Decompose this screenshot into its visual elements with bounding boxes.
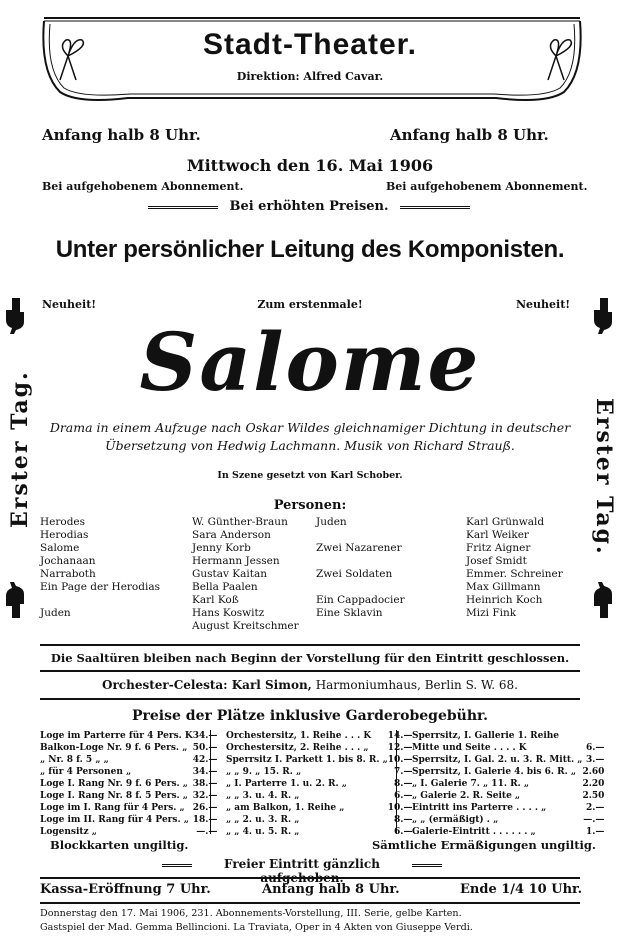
divider bbox=[210, 730, 211, 834]
price-label: Orchestersitz, 1. Reihe . . . K bbox=[226, 731, 372, 741]
price-row bbox=[412, 778, 604, 790]
actor-name: Fritz Aigner bbox=[466, 542, 531, 554]
price-value: 6.— bbox=[585, 743, 605, 753]
actor-name: Emmer. Schreiner bbox=[466, 568, 563, 580]
price-row bbox=[226, 814, 412, 826]
price-value: 2.60 bbox=[582, 767, 605, 777]
doors-notice: Die Saaltüren bleiben nach Beginn der Vorstellung für den Eintritt geschlossen. bbox=[50, 651, 570, 665]
start-time-left: Anfang halb 8 Uhr. bbox=[42, 126, 201, 144]
price-label: „ „ 9. „ 15. R. „ bbox=[226, 767, 302, 777]
actor-name: Mizi Fink bbox=[466, 607, 517, 619]
cast-row bbox=[316, 555, 580, 568]
price-value: 3.— bbox=[585, 755, 605, 765]
price-row bbox=[40, 730, 217, 742]
actor-name: Heinrich Koch bbox=[466, 594, 543, 606]
price-label: Orchestersitz, 2. Reihe . . . „ bbox=[226, 743, 369, 753]
price-row bbox=[40, 766, 217, 778]
opera-title: Salome bbox=[139, 315, 481, 409]
price-value: 34.— bbox=[192, 767, 218, 777]
price-row bbox=[40, 826, 217, 838]
divider bbox=[40, 877, 580, 879]
price-value: 6.— bbox=[394, 791, 413, 801]
price-label: Galerie-Eintritt . . . . . . „ bbox=[412, 827, 536, 837]
actor-name: Jenny Korb bbox=[192, 542, 251, 554]
celesta-label: Orchester-Celesta: Karl Simon, bbox=[102, 678, 312, 692]
role-name: Juden bbox=[40, 607, 71, 619]
conductor-line: Unter persönlicher Leitung des Komponisten. bbox=[55, 236, 565, 263]
divider bbox=[396, 730, 397, 834]
price-row bbox=[412, 754, 604, 766]
role-name: Herodias bbox=[40, 529, 89, 541]
divider bbox=[148, 206, 218, 209]
novelty-left: Neuheit! bbox=[42, 298, 97, 311]
actor-name: Hermann Jessen bbox=[192, 555, 280, 567]
novelty-right: Neuheit! bbox=[516, 298, 571, 311]
price-label: Loge im Parterre für 4 Pers. K bbox=[40, 731, 193, 741]
price-label: „ für 4 Personen „ bbox=[40, 767, 132, 777]
price-value: 42.— bbox=[192, 755, 218, 765]
price-row bbox=[226, 778, 412, 790]
price-row bbox=[412, 814, 604, 826]
role-name: Narraboth bbox=[40, 568, 96, 580]
role-name: Jochanaan bbox=[40, 555, 96, 567]
prices-column-1 bbox=[40, 730, 218, 838]
cast-row bbox=[40, 594, 308, 607]
price-row bbox=[226, 730, 412, 742]
divider bbox=[40, 902, 580, 904]
role-name: Ein Cappadocier bbox=[316, 594, 405, 606]
cast-row bbox=[40, 620, 308, 633]
price-row bbox=[412, 742, 604, 754]
actor-name: Hans Koswitz bbox=[192, 607, 265, 619]
next-performance-line-2: Gastspiel der Mad. Gemma Bellincioni. La Traviata, Oper in 4 Akten von Giuseppe Verdi. bbox=[40, 922, 473, 933]
divider bbox=[40, 644, 580, 646]
actor-name: Karl Weiker bbox=[466, 529, 529, 541]
price-label: Loge I. Rang Nr. 9 f. 6 Pers. „ bbox=[40, 779, 188, 789]
cast-row bbox=[316, 568, 580, 581]
cast-row bbox=[40, 542, 308, 555]
staging-credit: In Szene gesetzt von Karl Schober. bbox=[217, 470, 403, 481]
spacer bbox=[316, 555, 466, 568]
spacer bbox=[40, 594, 192, 607]
pointing-hand-icon bbox=[594, 582, 614, 618]
price-row bbox=[40, 754, 217, 766]
description-line-1: Drama in einem Aufzuge nach Oskar Wildes gleichnamiger Dichtung in deutscher bbox=[49, 420, 571, 435]
description-line-2: Übersetzung von Hedwig Lachmann. Musik von Richard Strauß. bbox=[105, 438, 515, 453]
actor-name: Gustav Kaitan bbox=[192, 568, 267, 580]
divider bbox=[412, 864, 442, 867]
price-row bbox=[226, 754, 412, 766]
price-row bbox=[226, 826, 412, 838]
first-time: Zum erstenmale! bbox=[257, 298, 363, 311]
actor-name: Karl Koß bbox=[192, 594, 239, 606]
price-value: 10.— bbox=[387, 803, 413, 813]
actor-name: Karl Grünwald bbox=[466, 516, 545, 528]
next-performance-line-1: Donnerstag den 17. Mai 1906, 231. Abonnements-Vorstellung, III. Serie, gelbe Karten. bbox=[40, 908, 462, 919]
cast-row bbox=[40, 516, 308, 529]
discounts-note: Sämtliche Ermäßigungen ungiltig. bbox=[372, 838, 596, 852]
side-text-right: Erster Tag. bbox=[591, 398, 617, 556]
performance-date: Mittwoch den 16. Mai 1906 bbox=[186, 156, 434, 175]
price-row bbox=[40, 790, 217, 802]
subscription-left: Bei aufgehobenem Abonnement. bbox=[42, 180, 244, 193]
spacer bbox=[316, 581, 466, 594]
direction-line: Direktion: Alfred Cavar. bbox=[236, 70, 384, 83]
price-value: —.— bbox=[196, 827, 218, 837]
cast-row bbox=[316, 607, 580, 620]
price-label: „ „ 2. u. 3. R. „ bbox=[226, 815, 300, 825]
price-label: Balkon-Loge Nr. 9 f. 6 Pers. „ bbox=[40, 743, 188, 753]
price-row bbox=[226, 766, 412, 778]
price-row bbox=[40, 814, 217, 826]
divider bbox=[40, 698, 580, 700]
price-label: „ „ (ermäßigt) . „ bbox=[412, 815, 499, 825]
end-time: Ende 1/4 10 Uhr. bbox=[460, 882, 583, 897]
price-label: Eintritt ins Parterre . . . . „ bbox=[412, 803, 547, 813]
role-name: Herodes bbox=[40, 516, 86, 528]
free-entry-note: Freier Eintritt gänzlich aufgehoben. bbox=[224, 857, 380, 885]
cast-row bbox=[40, 555, 308, 568]
cast-row bbox=[40, 607, 308, 620]
start-time-right: Anfang halb 8 Uhr. bbox=[390, 126, 549, 144]
subscription-right: Bei aufgehobenem Abonnement. bbox=[386, 180, 588, 193]
actor-name: Sara Anderson bbox=[192, 529, 271, 541]
role-name: Zwei Nazarener bbox=[316, 542, 402, 554]
price-row bbox=[40, 742, 217, 754]
celesta-line bbox=[40, 678, 580, 692]
price-label: Sperrsitz, I. Gal. 2. u. 3. R. Mitt. „ bbox=[412, 755, 583, 765]
price-row bbox=[412, 766, 604, 778]
price-value: 10.— bbox=[387, 755, 413, 765]
price-value: 12.— bbox=[387, 743, 413, 753]
box-office-opening: Kassa-Eröffnung 7 Uhr. bbox=[40, 882, 211, 897]
price-value: 1.— bbox=[585, 827, 605, 837]
spacer bbox=[316, 529, 466, 542]
role-name: Eine Sklavin bbox=[316, 607, 383, 619]
price-value: 14.— bbox=[387, 731, 413, 741]
price-label: Loge I. Rang Nr. 8 f. 5 Pers. „ bbox=[40, 791, 188, 801]
celesta-source: Harmoniumhaus, Berlin S. W. 68. bbox=[315, 678, 518, 692]
price-value: 34.— bbox=[192, 731, 218, 741]
divider bbox=[400, 206, 470, 209]
price-value: 7.— bbox=[394, 767, 413, 777]
price-value bbox=[582, 730, 604, 742]
price-value: 32.— bbox=[192, 791, 218, 801]
price-value: 6.— bbox=[394, 827, 413, 837]
price-value: 26.— bbox=[192, 803, 218, 813]
price-row bbox=[226, 790, 412, 802]
price-label: „ „ 4. u. 5. R. „ bbox=[226, 827, 300, 837]
cast-row bbox=[316, 581, 580, 594]
cast-row bbox=[316, 594, 580, 607]
role-name: Zwei Soldaten bbox=[316, 568, 393, 580]
divider bbox=[40, 670, 580, 672]
price-row bbox=[412, 826, 604, 838]
price-row bbox=[40, 802, 217, 814]
cast-row bbox=[316, 516, 580, 529]
role-name: Ein Page der Herodias bbox=[40, 581, 160, 593]
divider bbox=[162, 864, 192, 867]
prices-column-2 bbox=[226, 730, 413, 838]
block-cards-note: Blockkarten ungiltig. bbox=[50, 838, 189, 852]
price-label: „ am Balkon, 1. Reihe „ bbox=[226, 803, 345, 813]
role-name: Juden bbox=[316, 516, 347, 528]
role-name: Salome bbox=[40, 542, 80, 554]
price-value: 2.50 bbox=[582, 791, 605, 801]
price-label: „ „ 3. u. 4. R. „ bbox=[226, 791, 300, 801]
price-label: „ Nr. 8 f. 5 „ „ bbox=[40, 755, 109, 765]
pointing-hand-icon bbox=[6, 298, 26, 334]
price-value: 8.— bbox=[394, 779, 413, 789]
price-value: 50.— bbox=[192, 743, 218, 753]
actor-name: August Kreitschmer bbox=[192, 620, 299, 632]
cast-row bbox=[40, 568, 308, 581]
price-value: —.— bbox=[583, 815, 605, 825]
price-value: 2.— bbox=[585, 803, 605, 813]
price-heading: Preise der Plätze inklusive Garderobegebühr. bbox=[132, 708, 488, 724]
actor-name: W. Günther-Braun bbox=[192, 516, 288, 528]
cast-row bbox=[40, 581, 308, 594]
actor-name: Max Gillmann bbox=[466, 581, 541, 593]
price-row bbox=[412, 802, 604, 814]
prices-column-3 bbox=[412, 730, 605, 838]
actor-name: Josef Smidt bbox=[466, 555, 527, 567]
pointing-hand-icon bbox=[6, 582, 26, 618]
price-label: Logensitz „ bbox=[40, 827, 97, 837]
cast-row bbox=[316, 529, 580, 542]
price-value: 8.— bbox=[394, 815, 413, 825]
pointing-hand-icon bbox=[594, 298, 614, 334]
price-row bbox=[226, 802, 412, 814]
price-label: „ I. Galerie 7. „ 11. R. „ bbox=[412, 779, 530, 789]
price-value: 38.— bbox=[192, 779, 218, 789]
price-label: Sperrsitz, I. Galerie 4. bis 6. R. „ bbox=[412, 767, 577, 777]
price-label: „ Galerie 2. R. Seite „ bbox=[412, 791, 521, 801]
cast-row bbox=[316, 542, 580, 555]
price-label: „ I. Parterre 1. u. 2. R. „ bbox=[226, 779, 347, 789]
cast-left bbox=[40, 516, 308, 633]
cast-row bbox=[40, 529, 308, 542]
actor-name: Bella Paalen bbox=[192, 581, 258, 593]
start-time-bottom: Anfang halb 8 Uhr. bbox=[262, 882, 400, 897]
price-row bbox=[412, 730, 604, 742]
price-value: 18.— bbox=[192, 815, 218, 825]
price-label: Sperrsitz I. Parkett 1. bis 8. R. „ bbox=[226, 755, 388, 765]
price-label: Loge im II. Rang für 4 Pers. „ bbox=[40, 815, 189, 825]
spacer bbox=[40, 620, 192, 633]
price-value: 2.20 bbox=[582, 779, 605, 789]
persons-heading: Personen: bbox=[273, 498, 347, 513]
price-row bbox=[226, 742, 412, 754]
cast-right bbox=[316, 516, 580, 620]
increased-prices: Bei erhöhten Preisen. bbox=[229, 199, 389, 214]
price-row bbox=[412, 790, 604, 802]
price-row bbox=[40, 778, 217, 790]
price-label: Loge im I. Rang für 4 Pers. „ bbox=[40, 803, 185, 813]
price-label: Sperrsitz, I. Gallerie 1. Reihe bbox=[412, 731, 560, 741]
side-text-left: Erster Tag. bbox=[7, 370, 33, 528]
theater-name: Stadt-Theater. bbox=[202, 28, 418, 61]
price-label: Mitte und Seite . . . . K bbox=[412, 743, 527, 753]
